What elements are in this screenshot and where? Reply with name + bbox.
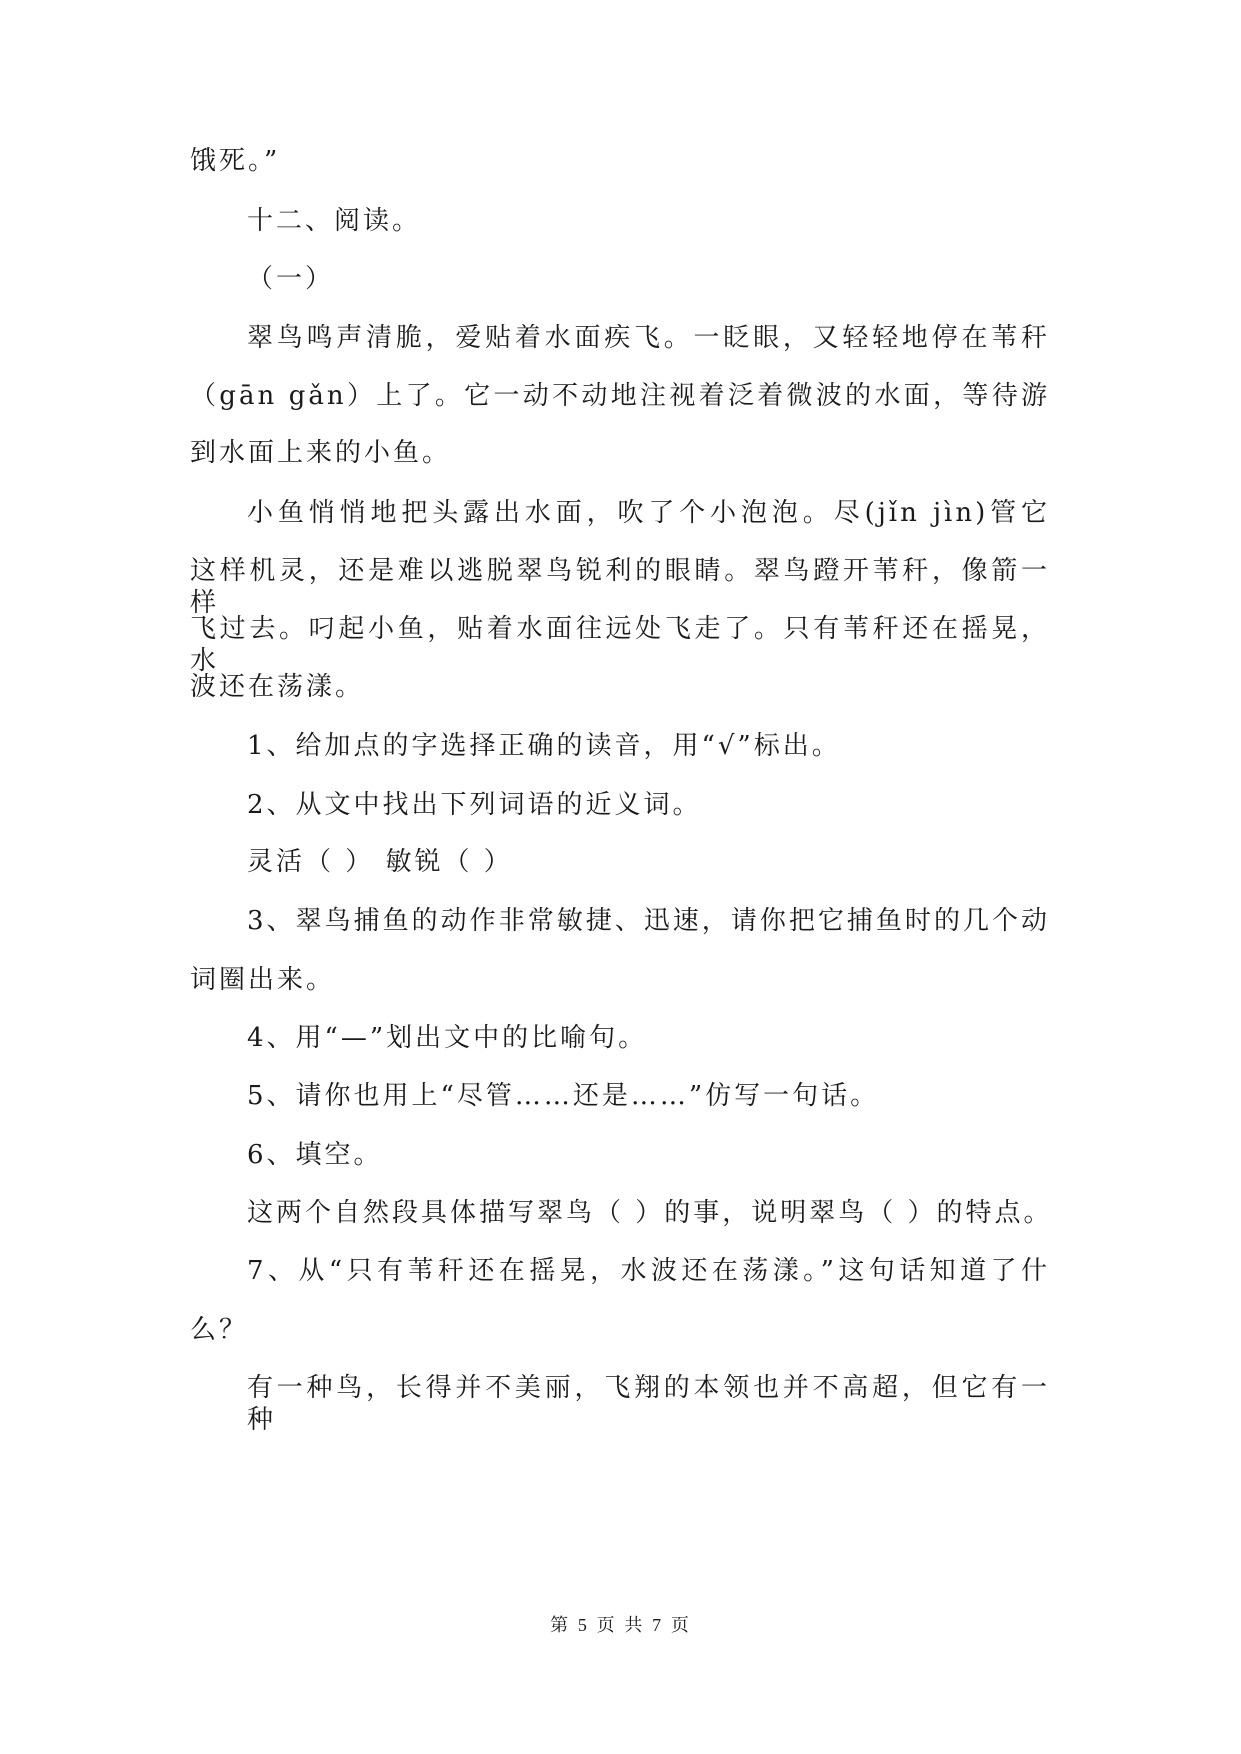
question-2-blanks: 灵活（ ） 敏锐（ ） xyxy=(247,847,513,877)
question-1: 1、给加点的字选择正确的读音，用“√”标出。 xyxy=(247,731,841,761)
question-2: 2、从文中找出下列词语的近义词。 xyxy=(247,790,702,820)
question-7-continued: 么？ xyxy=(190,1315,249,1345)
question-3: 3、翠鸟捕鱼的动作非常敏捷、迅速，请你把它捕鱼时的几个动 xyxy=(247,906,1050,936)
text-line: 飞过去。叼起小鱼，贴着水面往远处飞走了。只有苇秆还在摇晃，水 xyxy=(190,614,1050,676)
section-heading: 十二、阅读。 xyxy=(247,206,422,236)
question-3-continued: 词圈出来。 xyxy=(190,965,336,995)
text-line: （gān gǎn）上了。它一动不动地注视着泛着微波的水面，等待游 xyxy=(190,381,1050,411)
total-pages-number: 7 xyxy=(652,1615,664,1635)
text-line: 有一种鸟，长得并不美丽，飞翔的本领也并不高超，但它有一种 xyxy=(247,1373,1050,1435)
text-line: 小鱼悄悄地把头露出水面，吹了个小泡泡。尽(jǐn jìn)管它 xyxy=(247,498,1050,528)
footer-middle: 页 共 xyxy=(596,1615,645,1636)
text-line: 波还在荡漾。 xyxy=(190,672,365,702)
question-6-blanks: 这两个自然段具体描写翠鸟（ ）的事，说明翠鸟（ ）的特点。 xyxy=(247,1198,1053,1228)
text-line: 到水面上来的小鱼。 xyxy=(190,438,452,468)
question-5: 5、请你也用上“尽管……还是……”仿写一句话。 xyxy=(247,1081,880,1111)
question-6: 6、填空。 xyxy=(247,1140,383,1170)
subsection-heading: （一） xyxy=(247,264,335,294)
text-line: 翠鸟鸣声清脆，爱贴着水面疾飞。一眨眼，又轻轻地停在苇秆 xyxy=(247,323,1050,353)
text-line: 这样机灵，还是难以逃脱翠鸟锐利的眼睛。翠鸟蹬开苇秆，像箭一样 xyxy=(190,556,1050,618)
page-footer xyxy=(0,1614,1241,1637)
question-4: 4、用“—”划出文中的比喻句。 xyxy=(247,1023,648,1053)
current-page-number: 5 xyxy=(577,1615,589,1635)
footer-suffix: 页 xyxy=(670,1615,691,1636)
question-7: 7、从“只有苇秆还在摇晃，水波还在荡漾。”这句话知道了什 xyxy=(247,1256,1050,1286)
text-line: 饿死。” xyxy=(190,146,281,176)
footer-prefix: 第 xyxy=(550,1615,571,1636)
